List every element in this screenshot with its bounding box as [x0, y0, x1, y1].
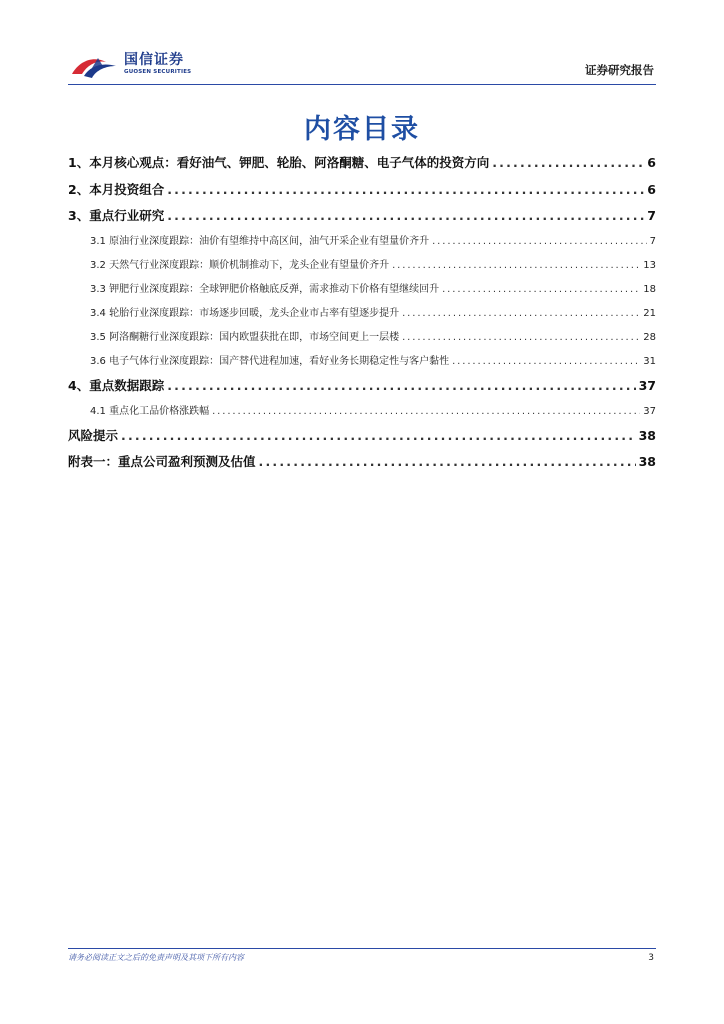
toc-subentry[interactable] [68, 280, 656, 295]
toc-entry-page: 38 [638, 454, 656, 469]
toc-entry-page: 37 [643, 406, 656, 417]
toc-entry-page: 28 [643, 332, 656, 343]
toc-entry-label: 3.2 天然气行业深度跟踪：顺价机制推动下，龙头企业有望量价齐升 [90, 260, 390, 271]
toc-subentry[interactable] [68, 402, 656, 417]
toc-entry-page: 7 [649, 236, 656, 247]
toc-leader-dots [167, 378, 635, 393]
logo-name-en: GUOSEN SECURITIES [124, 69, 192, 75]
header-divider [68, 84, 656, 85]
toc-entry-label: 3.6 电子气体行业深度跟踪：国产替代进程加速，看好业务长期稳定性与客户黏性 [90, 356, 450, 367]
toc-entry-label: 3.5 阿洛酮糖行业深度跟踪：国内欧盟获批在即，市场空间更上一层楼 [90, 332, 400, 343]
toc-entry-page: 31 [643, 356, 656, 367]
toc-title: 内容目录 [304, 114, 420, 145]
toc-entry-label: 风险提示 [68, 428, 119, 443]
toc-entry-label: 4、重点数据跟踪 [68, 378, 165, 393]
toc-entry-page: 37 [638, 378, 656, 393]
toc-entry-page: 18 [643, 284, 656, 295]
toc-entry-label: 3.1 原油行业深度跟踪：油价有望维持中高区间，油气开采企业有望量价齐升 [90, 236, 430, 247]
toc-leader-dots [442, 284, 640, 295]
toc-entry-page: 6 [647, 182, 656, 197]
toc-subentry[interactable] [68, 232, 656, 247]
toc-leader-dots [392, 260, 640, 271]
toc-leader-dots [492, 155, 644, 170]
toc-entry-label: 3.4 轮胎行业深度跟踪：市场逐步回暖，龙头企业市占率有望逐步提升 [90, 308, 400, 319]
toc-leader-dots [452, 356, 640, 367]
page-number: 3 [648, 953, 654, 963]
toc-leader-dots [167, 182, 644, 197]
toc-entry[interactable] [68, 452, 656, 470]
toc-subentry[interactable] [68, 304, 656, 319]
toc-entry[interactable] [68, 180, 656, 198]
toc-entry[interactable] [68, 426, 656, 444]
toc-entry-page: 13 [643, 260, 656, 271]
toc-entry[interactable] [68, 376, 656, 394]
toc-subentry[interactable] [68, 352, 656, 367]
logo-name-cn: 国信证券 [124, 52, 184, 68]
toc-leader-dots [121, 428, 636, 443]
toc-entry-label: 3.3 钾肥行业深度跟踪：全球钾肥价格触底反弹，需求推动下价格有望继续回升 [90, 284, 440, 295]
report-type-label: 证券研究报告 [585, 63, 654, 77]
toc-subentry[interactable] [68, 256, 656, 271]
footer-divider [68, 948, 656, 949]
toc-entry-label: 4.1 重点化工品价格涨跌幅 [90, 406, 210, 417]
footer-disclaimer: 请务必阅读正文之后的免责声明及其项下所有内容 [68, 953, 244, 962]
toc-entry-page: 38 [638, 428, 656, 443]
toc-entry-page: 7 [647, 208, 656, 223]
toc-leader-dots [259, 454, 636, 469]
toc-entry-page: 21 [643, 308, 656, 319]
toc-leader-dots [167, 208, 644, 223]
toc-entry-label: 3、重点行业研究 [68, 208, 165, 223]
guosen-logo-icon [70, 52, 120, 82]
toc-entry-page: 6 [647, 155, 656, 170]
toc-entry[interactable] [68, 153, 656, 171]
toc-leader-dots [432, 236, 647, 247]
company-logo [70, 52, 191, 82]
toc-subentry[interactable] [68, 328, 656, 343]
toc-entry-label: 1、本月核心观点：看好油气、钾肥、轮胎、阿洛酮糖、电子气体的投资方向 [68, 155, 490, 170]
toc-entry-label: 附表一：重点公司盈利预测及估值 [68, 454, 256, 469]
toc-leader-dots [402, 308, 640, 319]
toc-leader-dots [402, 332, 640, 343]
toc-entry[interactable] [68, 206, 656, 224]
toc-leader-dots [212, 406, 640, 417]
page-header [68, 50, 656, 84]
toc-entry-label: 2、本月投资组合 [68, 182, 165, 197]
